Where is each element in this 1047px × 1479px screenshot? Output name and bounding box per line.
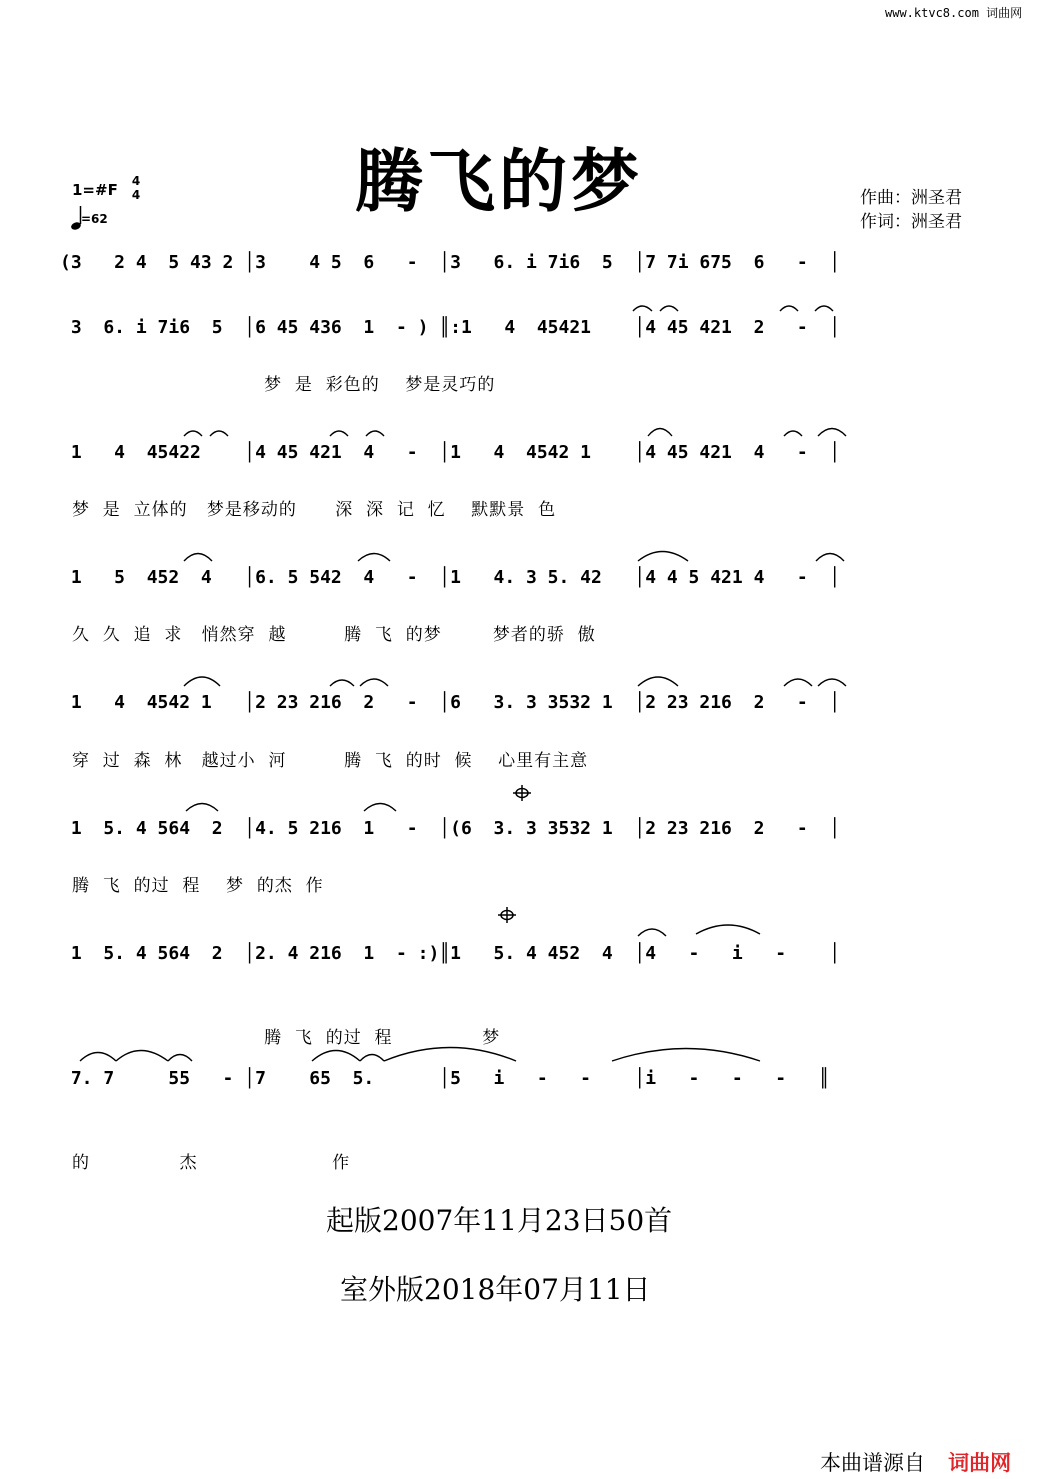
score-row-8-notes: 7. 7 55 - │7 65 5. │5 i - - │i - - - ║ (60, 1068, 830, 1089)
score-row-2-lyrics: 梦 是 彩色的 梦是灵巧的 (72, 375, 496, 395)
page-title: 腾飞的梦 (355, 142, 644, 222)
score-row-6-lyrics: 腾 飞 的过 程 梦 的杰 作 (72, 876, 324, 896)
source-label: 本曲谱源自 (820, 1451, 925, 1475)
score-row-4-notes: 1 5 452 4 │6. 5 542 4 - │1 4. 3 5. 42 │4 4 5 421 4 - │ (60, 567, 841, 588)
score-row-3-lyrics: 梦 是 立体的 梦是移动的 深 深 记 忆 默默景 色 (72, 500, 557, 520)
score-row-2-notes: 3 6. i 7i6 5 │6 45 436 1 - ) ║:1 4 45421 │4 45 421 2 - │ (60, 317, 841, 338)
lyricist-credit: 作词：洲圣君 (860, 212, 962, 232)
site-caption: www.ktvc8.com 词曲网 (885, 6, 1023, 20)
quarter-note-icon (70, 206, 82, 231)
edition-line-1: 起版2007年11月23日50首 (326, 1204, 673, 1237)
key-signature: 1=#F (72, 181, 118, 199)
coda-sign-icon (498, 907, 516, 923)
composer-credit: 作曲：洲圣君 (860, 188, 962, 208)
source-link[interactable]: 词曲网 (948, 1451, 1012, 1475)
score-row-1-notes: (3 2 4 5 43 2 │3 4 5 6 - │3 6. i 7i6 5 │7 7i 675 6 - │ (60, 252, 841, 273)
edition-line-2: 室外版2018年07月11日 (340, 1273, 651, 1306)
time-signature-top: 4 (131, 174, 141, 188)
coda-sign-icon (513, 785, 531, 801)
score-row-8-lyrics: 的 杰 作 (72, 1153, 351, 1173)
score-row-4-lyrics: 久 久 追 求 悄然穿 越 腾 飞 的梦 梦者的骄 傲 (72, 625, 596, 645)
slur-marks (80, 306, 846, 1061)
score-row-3-notes: 1 4 45422 │4 45 421 4 - │1 4 4542 1 │4 45 421 4 - │ (60, 442, 841, 463)
time-signature-bottom: 4 (131, 188, 141, 202)
tempo-value: =62 (81, 212, 108, 226)
score-row-7-notes: 1 5. 4 564 2 │2. 4 216 1 - :)║1 5. 4 452 4 │4 - i - │ (60, 943, 841, 964)
score-row-5-notes: 1 4 4542 1 │2 23 216 2 - │6 3. 3 3532 1 │2 23 216 2 - │ (60, 692, 841, 713)
score-row-5-lyrics: 穿 过 森 林 越过小 河 腾 飞 的时 候 心里有主意 (72, 751, 589, 771)
score-row-7-lyrics: 腾 飞 的过 程 梦 (72, 1028, 501, 1048)
score-row-6-notes: 1 5. 4 564 2 │4. 5 216 1 - │(6 3. 3 3532 1 │2 23 216 2 - │ (60, 818, 841, 839)
source-attribution (820, 1447, 1011, 1477)
